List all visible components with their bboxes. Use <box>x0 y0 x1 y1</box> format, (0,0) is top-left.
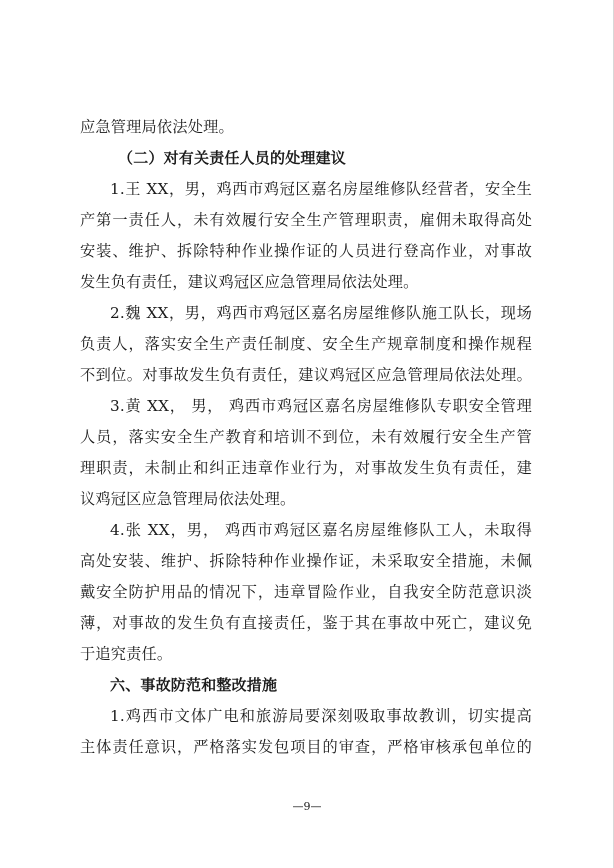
body-line: 于追究责任。 <box>80 645 173 663</box>
section-heading: 六、事故防范和整改措施 <box>110 676 278 694</box>
body-line: 负责人，落实安全生产责任制度、安全生产规章制度和操作规程 <box>80 335 532 353</box>
body-line: 主体责任意识，严格落实发包项目的审查，严格审核承包单位的 <box>80 738 532 756</box>
section-subheading: （二）对有关责任人员的处理建议 <box>118 149 347 167</box>
body-line: 薄，对事故的发生负有直接责任，鉴于其在事故中死亡，建议免 <box>80 614 532 632</box>
body-line: 3.黄 XX， 男， 鸡西市鸡冠区嘉名房屋维修队专职安全管理 <box>110 397 532 415</box>
body-line: 应急管理局依法处理。 <box>80 118 234 136</box>
body-line: 发生负有责任，建议鸡冠区应急管理局依法处理。 <box>80 273 419 291</box>
body-line: 4.张 XX，男， 鸡西市鸡冠区嘉名房屋维修队工人，未取得 <box>110 521 532 539</box>
body-line: 2.魏 XX，男，鸡西市鸡冠区嘉名房屋维修队施工队长，现场 <box>110 304 532 322</box>
body-line: 安装、维护、拆除特种作业操作证的人员进行登高作业，对事故 <box>80 242 532 260</box>
body-line: 不到位。对事故发生负有责任，建议鸡冠区应急管理局依法处理。 <box>80 366 532 384</box>
body-line: 1.鸡西市文体广电和旅游局要深刻吸取事故教训，切实提高 <box>110 707 532 725</box>
document-body <box>80 112 532 763</box>
body-line: 1.王 XX，男，鸡西市鸡冠区嘉名房屋维修队经营者，安全生 <box>110 180 532 198</box>
body-line: 人员，落实安全生产教育和培训不到位，未有效履行安全生产管 <box>80 428 532 446</box>
body-line: 高处安装、维护、拆除特种作业操作证，未采取安全措施，未佩 <box>80 552 532 570</box>
body-line: 议鸡冠区应急管理局依法处理。 <box>80 490 296 508</box>
page-number: —9— <box>292 800 322 813</box>
body-line: 理职责，未制止和纠正违章作业行为，对事故发生负有责任，建 <box>80 459 532 477</box>
body-line: 产第一责任人，未有效履行安全生产管理职责，雇佣未取得高处 <box>80 211 532 229</box>
body-line: 戴安全防护用品的情况下，违章冒险作业，自我安全防范意识淡 <box>80 583 532 601</box>
